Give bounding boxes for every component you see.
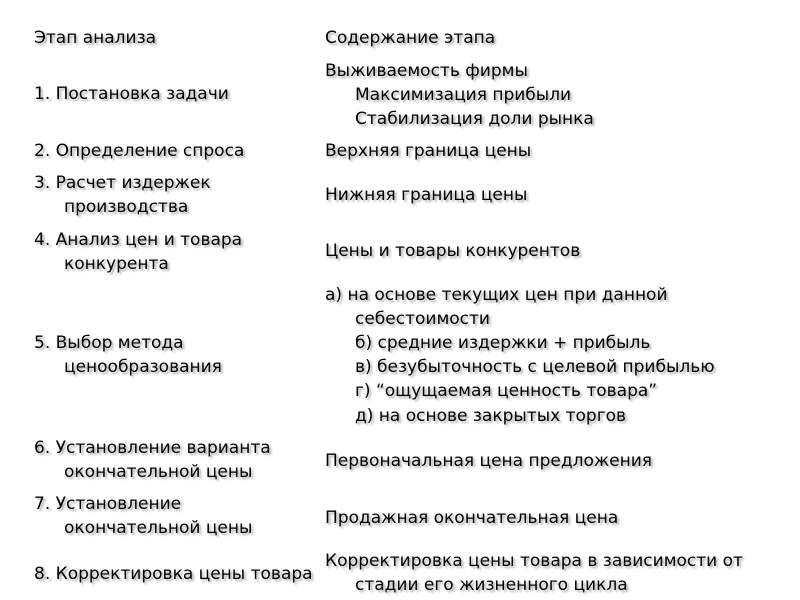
row-6-content: Первоначальная цена предложения (325, 451, 653, 471)
row-8-content-1: Корректировка цены товара в зависимости от (325, 551, 743, 571)
row-3-stage-1: 3. Расчет издержек (34, 173, 211, 193)
row-1-content-2: Максимизация прибыли (355, 85, 572, 105)
row-1-content-3: Стабилизация доли рынка (355, 109, 594, 129)
row-1-content-1: Выживаемость фирмы (325, 61, 528, 81)
row-6-stage-1: 6. Установление варианта (34, 438, 271, 458)
row-1-stage: 1. Постановка задачи (34, 84, 229, 104)
row-5-content-4: в) безубыточность с целевой прибылью (355, 357, 715, 377)
header-stage: Этап анализа (34, 28, 157, 48)
row-3-stage-2: производства (64, 197, 189, 217)
row-5-stage-2: ценообразования (64, 357, 222, 377)
row-7-content: Продажная окончательная цена (325, 508, 619, 528)
row-5-content-1: а) на основе текущих цен при данной (325, 285, 668, 305)
row-4-content: Цены и товары конкурентов (325, 241, 581, 261)
row-8-stage: 8. Корректировка цены товара (34, 564, 313, 584)
header-content: Содержание этапа (325, 28, 496, 48)
row-4-stage-2: конкурента (64, 254, 169, 274)
row-5-content-6: д) на основе закрытых торгов (355, 406, 627, 426)
row-4-stage-1: 4. Анализ цен и товара (34, 230, 243, 250)
row-6-stage-2: окончательной цены (64, 462, 253, 482)
row-5-content-2: себестоимости (355, 309, 490, 329)
row-5-stage-1: 5. Выбор метода (34, 333, 184, 353)
row-7-stage-1: 7. Установление (34, 494, 182, 514)
row-5-content-5: г) “ощущаемая ценность товара” (355, 381, 658, 401)
row-2-content: Верхняя граница цены (325, 141, 532, 161)
row-5-content-3: б) средние издержки + прибыль (355, 333, 651, 353)
row-2-stage: 2. Определение спроса (34, 141, 245, 161)
row-7-stage-2: окончательной цены (64, 518, 253, 538)
row-8-content-2: стадии его жизненного цикла (355, 575, 628, 595)
row-3-content: Нижняя граница цены (325, 185, 528, 205)
